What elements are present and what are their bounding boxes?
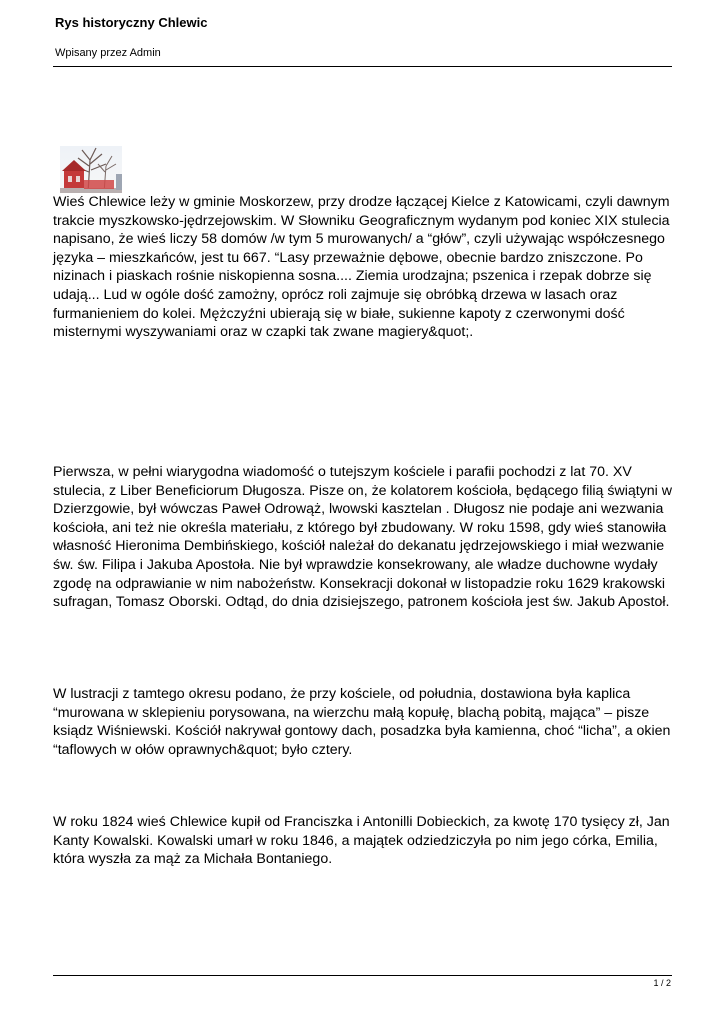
- paragraph-church-history: Pierwsza, w pełni wiarygodna wiadomość o tutejszym kościele i parafii pochodzi z lat 70. XV stulecia, z Liber Beneficiorum Długosza. Pisze on, że kolatorem kościoła, będącego filią świątyni w Dzierzgowie, był wówczas Paweł Odrowąż, lwowski kasztelan . Długosz nie podaje ani wezwania kościoła, ani też nie określa materiału, z którego był zbudowany. W roku 1598, gdy wieś stanowiła własność Hieronima Dembińskiego, kościół należał do dekanatu jędrzejowskiego i miał wezwanie św. św. Filipa i Jakuba Apostoła. Nie był wprawdzie konsekrowany, ale władze duchowne wydały zgodę na odprawianie w nim nabożeństw. Konsekracji dokonał w listopadzie roku 1629 krakowski sufragan, Tomasz Oborski. Odtąd, do dnia dzisiejszego, patronem kościoła jest św. Jakub Apostoł.: [53, 464, 673, 611]
- paragraph-lustration: W lustracji z tamtego okresu podano, że przy kościele, od południa, dostawiona była kaplica “murowana w sklepieniu porysowana, na wierzchu małą kopułę, blachą pobitą, mająca” – pisze ksiądz Wiśniewski. Kościół nakrywał gontowy dach, posadzka była kamienna, choć “licha”, a okien “taflowych w ołów oprawnych&quot; było cztery.: [53, 686, 671, 758]
- church-photo-thumbnail: [60, 146, 122, 193]
- header-divider: [53, 66, 672, 67]
- paragraph-estate-ownership: W roku 1824 wieś Chlewice kupił od Franciszka i Antonilli Dobieckich, za kwotę 170 tysięcy zł, Jan Kanty Kowalski. Kowalski umarł w roku 1846, a majątek odziedziczyła po nim jego córka, Emilia, która wyszła za mąż za Michała Bontaniego.: [53, 814, 670, 868]
- page-number: 1 / 2: [653, 978, 671, 988]
- footer-divider: [53, 975, 672, 976]
- paragraph-village-description: Wieś Chlewice leży w gminie Moskorzew, przy drodze łączącej Kielce z Katowicami, czyli dawnym trakcie myszkowsko-jędrzejowskim. W Słowniku Geograficznym wydanym pod koniec XIX stulecia napisano, że wieś liczy 58 domów /w tym 5 murowanych/ a “głów”, czyli używając współczesnego języka – mieszkańców, jest tu 667. “Lasy przeważnie dębowe, obecnie bardzo zniszczone. Po nizinach i piaskach rośnie niskopienna sosna.... Ziemia urodzajna; pszenica i rzepak dobrze się udają... Lud w ogóle dość zamożny, oprócz roli zajmuje się obróbką drzewa w lasach oraz furmanieniem do kolei. Mężczyźni ubierają się w białe, sukienne kapoty z czerwonymi dość misternymi wyszywaniami oraz w czapki tak zwane magiery&quot;.: [53, 194, 670, 341]
- page-title: Rys historyczny Chlewic: [55, 15, 208, 30]
- author-line: Wpisany przez Admin: [55, 47, 161, 59]
